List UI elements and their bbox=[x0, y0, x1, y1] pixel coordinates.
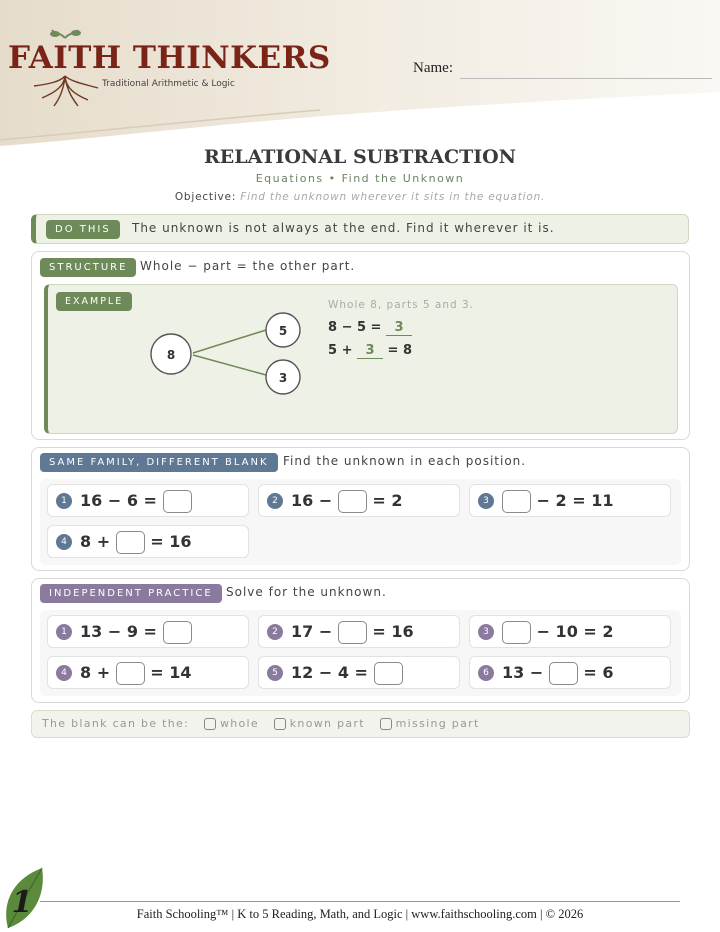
problem-number: 2 bbox=[267, 493, 283, 509]
problem-number: 6 bbox=[478, 665, 494, 681]
problem-cell bbox=[469, 484, 671, 517]
problem-cell bbox=[47, 656, 249, 689]
answer-box[interactable] bbox=[502, 621, 531, 644]
answer-box[interactable] bbox=[502, 490, 531, 513]
problem-equation bbox=[80, 526, 192, 557]
example-panel bbox=[44, 284, 678, 434]
checkbox-known-part[interactable] bbox=[274, 718, 286, 730]
eq-part: 8 + bbox=[80, 532, 111, 551]
answer-box[interactable] bbox=[116, 531, 145, 554]
problem-equation bbox=[291, 485, 403, 516]
name-input-line[interactable] bbox=[460, 78, 712, 79]
eq-part: = 14 bbox=[150, 663, 192, 682]
eq-part: − 10 = 2 bbox=[536, 622, 614, 641]
practice-grid bbox=[40, 610, 681, 696]
example-eq1-answer: 3 bbox=[386, 320, 412, 336]
option-label: whole bbox=[219, 717, 259, 730]
page-title: RELATIONAL SUBTRACTION bbox=[203, 146, 517, 168]
problem-cell bbox=[47, 525, 249, 558]
objective bbox=[0, 191, 720, 203]
bond-part-bottom: 3 bbox=[278, 371, 288, 385]
do-this-tag: DO THIS bbox=[46, 220, 120, 239]
example-eq2-left: 5 + bbox=[328, 343, 353, 358]
same-family-tag: SAME FAMILY, DIFFERENT BLANK bbox=[40, 453, 278, 472]
bond-whole: 8 bbox=[166, 348, 176, 362]
example-tag: EXAMPLE bbox=[56, 292, 132, 311]
eq-part: 17 − bbox=[291, 622, 333, 641]
problem-cell bbox=[47, 484, 249, 517]
answer-box[interactable] bbox=[338, 490, 367, 513]
answer-box[interactable] bbox=[549, 662, 578, 685]
name-label: Name: bbox=[413, 60, 453, 76]
answer-box[interactable] bbox=[163, 490, 192, 513]
structure-card bbox=[31, 251, 690, 440]
do-this-banner bbox=[31, 214, 689, 244]
problem-number: 1 bbox=[56, 493, 72, 509]
eq-part: = 16 bbox=[372, 622, 414, 641]
option-label: missing part bbox=[395, 717, 480, 730]
eq-part: = 16 bbox=[150, 532, 192, 551]
practice-tag: INDEPENDENT PRACTICE bbox=[40, 584, 222, 603]
eq-part: = 6 bbox=[583, 663, 614, 682]
eq-part: 16 − 6 = bbox=[80, 491, 157, 510]
problem-equation bbox=[502, 485, 614, 516]
number-bond-diagram bbox=[48, 285, 328, 433]
structure-text: Whole − part = the other part. bbox=[140, 259, 356, 273]
problem-number: 3 bbox=[478, 493, 494, 509]
practice-card bbox=[31, 578, 690, 703]
bond-part-top: 5 bbox=[278, 324, 288, 338]
example-note: Whole 8, parts 5 and 3. bbox=[328, 299, 475, 311]
same-family-card bbox=[31, 447, 690, 571]
objective-text: Find the unknown wherever it sits in the equation. bbox=[240, 191, 546, 203]
footer-divider bbox=[40, 901, 680, 902]
tree-roots-icon bbox=[20, 28, 110, 108]
page-subtitle: Equations • Find the Unknown bbox=[255, 172, 465, 185]
problem-cell bbox=[258, 484, 460, 517]
answer-box[interactable] bbox=[163, 621, 192, 644]
example-equation-1 bbox=[328, 320, 412, 336]
problem-equation bbox=[502, 616, 614, 647]
problem-equation bbox=[502, 657, 614, 688]
eq-part: 16 − bbox=[291, 491, 333, 510]
checkbox-missing-part[interactable] bbox=[380, 718, 392, 730]
same-family-grid bbox=[40, 479, 681, 565]
problem-equation bbox=[80, 485, 192, 516]
example-eq1-left: 8 − 5 = bbox=[328, 320, 382, 335]
problem-equation bbox=[291, 616, 414, 647]
do-this-text: The unknown is not always at the end. Find it wherever it is. bbox=[132, 221, 555, 235]
problem-cell bbox=[469, 615, 671, 648]
answer-box[interactable] bbox=[116, 662, 145, 685]
grade-badge: 1 bbox=[11, 885, 33, 920]
brand-subtitle: Traditional Arithmetic & Logic bbox=[102, 79, 235, 89]
problem-cell bbox=[469, 656, 671, 689]
problem-equation bbox=[80, 657, 192, 688]
answer-box[interactable] bbox=[374, 662, 403, 685]
problem-number: 3 bbox=[478, 624, 494, 640]
blank-check-prompt: The blank can be the: bbox=[42, 717, 190, 730]
example-equation-2 bbox=[328, 343, 412, 359]
checkbox-whole[interactable] bbox=[204, 718, 216, 730]
problem-equation bbox=[80, 616, 192, 647]
problem-number: 1 bbox=[56, 624, 72, 640]
eq-part: 8 + bbox=[80, 663, 111, 682]
problem-equation bbox=[291, 657, 403, 688]
answer-box[interactable] bbox=[338, 621, 367, 644]
eq-part: 13 − bbox=[502, 663, 544, 682]
eq-part: − 2 = 11 bbox=[536, 491, 614, 510]
eq-part: 13 − 9 = bbox=[80, 622, 157, 641]
option-label: known part bbox=[289, 717, 365, 730]
problem-cell bbox=[258, 615, 460, 648]
problem-cell bbox=[258, 656, 460, 689]
example-eq2-right: = 8 bbox=[387, 343, 412, 358]
problem-number: 4 bbox=[56, 534, 72, 550]
brand-logo-text: FAITH THINKERS bbox=[8, 40, 331, 76]
problem-number: 4 bbox=[56, 665, 72, 681]
blank-type-check bbox=[31, 710, 690, 738]
problem-number: 5 bbox=[267, 665, 283, 681]
eq-part: 12 − 4 = bbox=[291, 663, 368, 682]
practice-text: Solve for the unknown. bbox=[226, 585, 387, 599]
problem-number: 2 bbox=[267, 624, 283, 640]
example-eq2-answer: 3 bbox=[357, 343, 383, 359]
footer-text: Faith Schooling™ | K to 5 Reading, Math, and Logic | www.faithschooling.com | © 2026 bbox=[136, 907, 584, 921]
eq-part: = 2 bbox=[372, 491, 403, 510]
problem-cell bbox=[47, 615, 249, 648]
objective-label: Objective: bbox=[174, 191, 237, 203]
same-family-text: Find the unknown in each position. bbox=[283, 454, 527, 468]
structure-tag: STRUCTURE bbox=[40, 258, 136, 277]
